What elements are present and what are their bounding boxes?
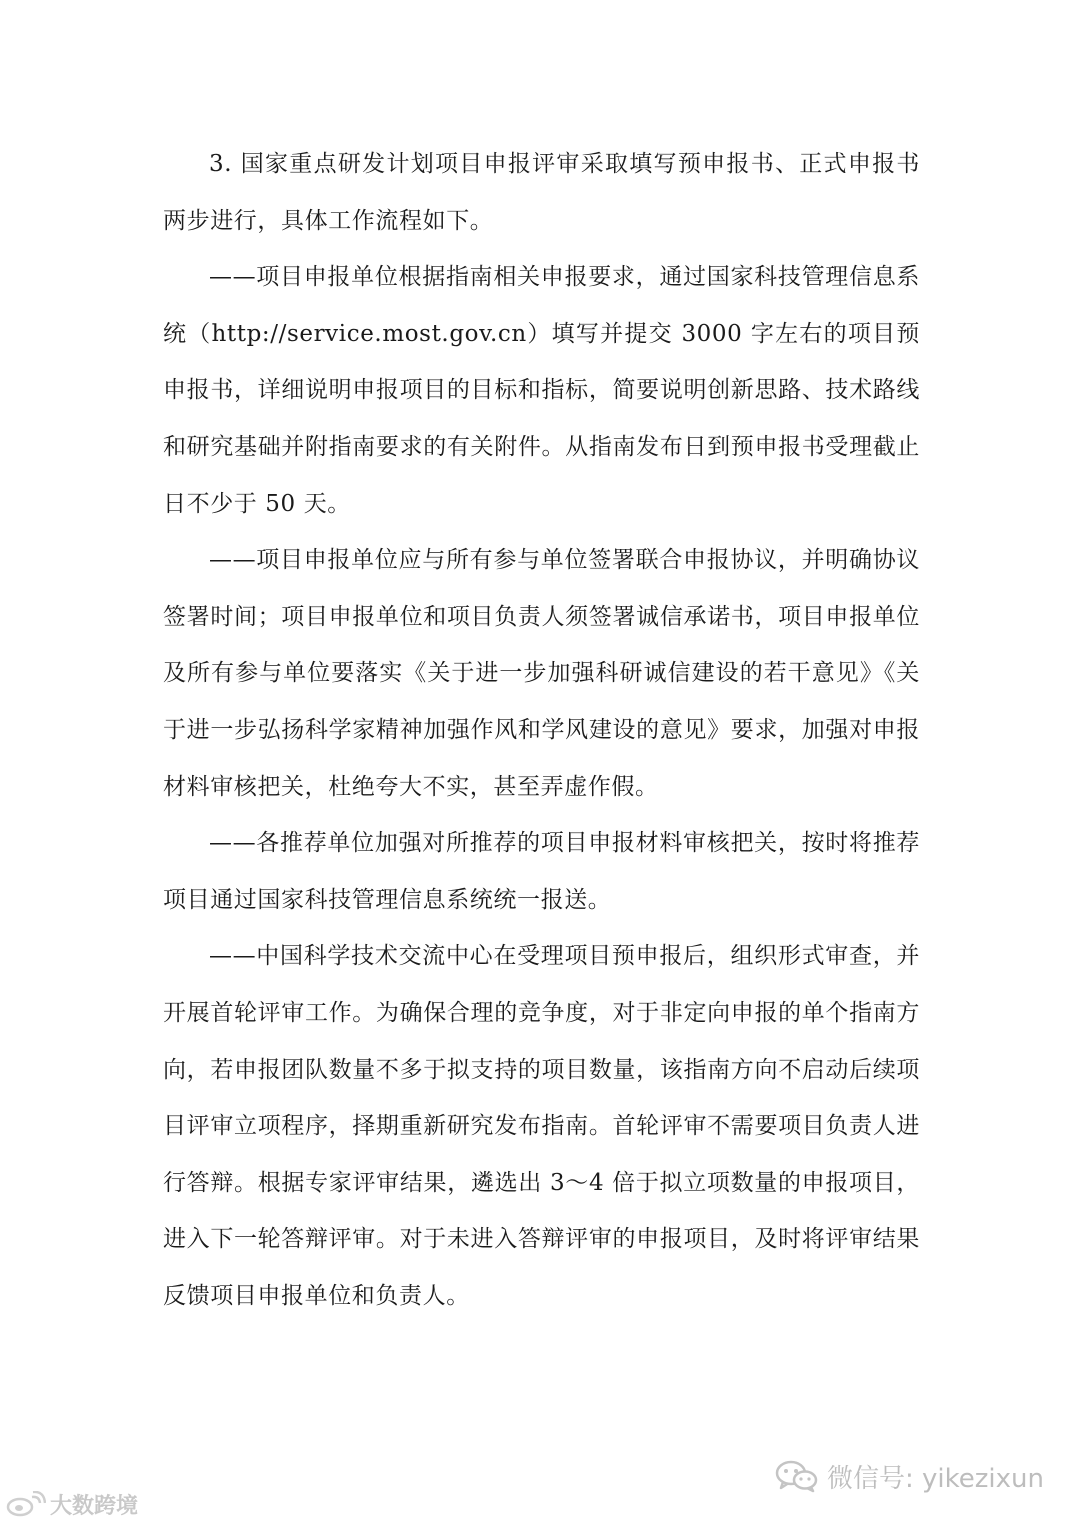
weibo-account-text: 大数跨境: [50, 1493, 139, 1519]
paragraph-pre-application: ——项目申报单位根据指南相关申报要求，通过国家科技管理信息系统（http://service.most.gov.cn）填写并提交 3000 字左右的项目预申报书，详细说明申报项目的目标和指标，简要说明创新思路、技术路线和研究基础并附指南要求的有关附件。从指南发布日到预申报书受理截止日不少于 50 天。: [163, 264, 920, 517]
wechat-id-text: 微信号: yikezixun: [827, 1463, 1044, 1494]
wechat-icon: [775, 1459, 819, 1493]
paragraph-recommendation: ——各推荐单位加强对所推荐的项目申报材料审核把关，按时将推荐项目通过国家科技管理信息系统统一报送。: [163, 830, 920, 913]
wechat-watermark: [775, 1456, 1044, 1496]
paragraph-agreement-integrity: ——项目申报单位应与所有参与单位签署联合申报协议，并明确协议签署时间；项目申报单位和项目负责人须签署诚信承诺书，项目申报单位及所有参与单位要落实《关于进一步加强科研诚信建设的若干意见》《关于进一步弘扬科学家精神加强作风和学风建设的意见》要求，加强对申报材料审核把关，杜绝夸大不实，甚至弄虚作假。: [163, 547, 920, 800]
weibo-watermark: [6, 1488, 138, 1520]
document-body: [163, 136, 920, 1324]
weibo-icon: [6, 1491, 46, 1517]
paragraph-step-intro: 3. 国家重点研发计划项目申报评审采取填写预申报书、正式申报书两步进行，具体工作流程如下。: [163, 151, 920, 234]
paragraph-first-round-review: ——中国科学技术交流中心在受理项目预申报后，组织形式审查，并开展首轮评审工作。为确保合理的竞争度，对于非定向申报的单个指南方向，若申报团队数量不多于拟支持的项目数量，该指南方向不启动后续项目评审立项程序，择期重新研究发布指南。首轮评审不需要项目负责人进行答辩。根据专家评审结果，遴选出 3～4 倍于拟立项数量的申报项目，进入下一轮答辩评审。对于未进入答辩评审的申报项目，及时将评审结果反馈项目申报单位和负责人。: [163, 943, 920, 1309]
